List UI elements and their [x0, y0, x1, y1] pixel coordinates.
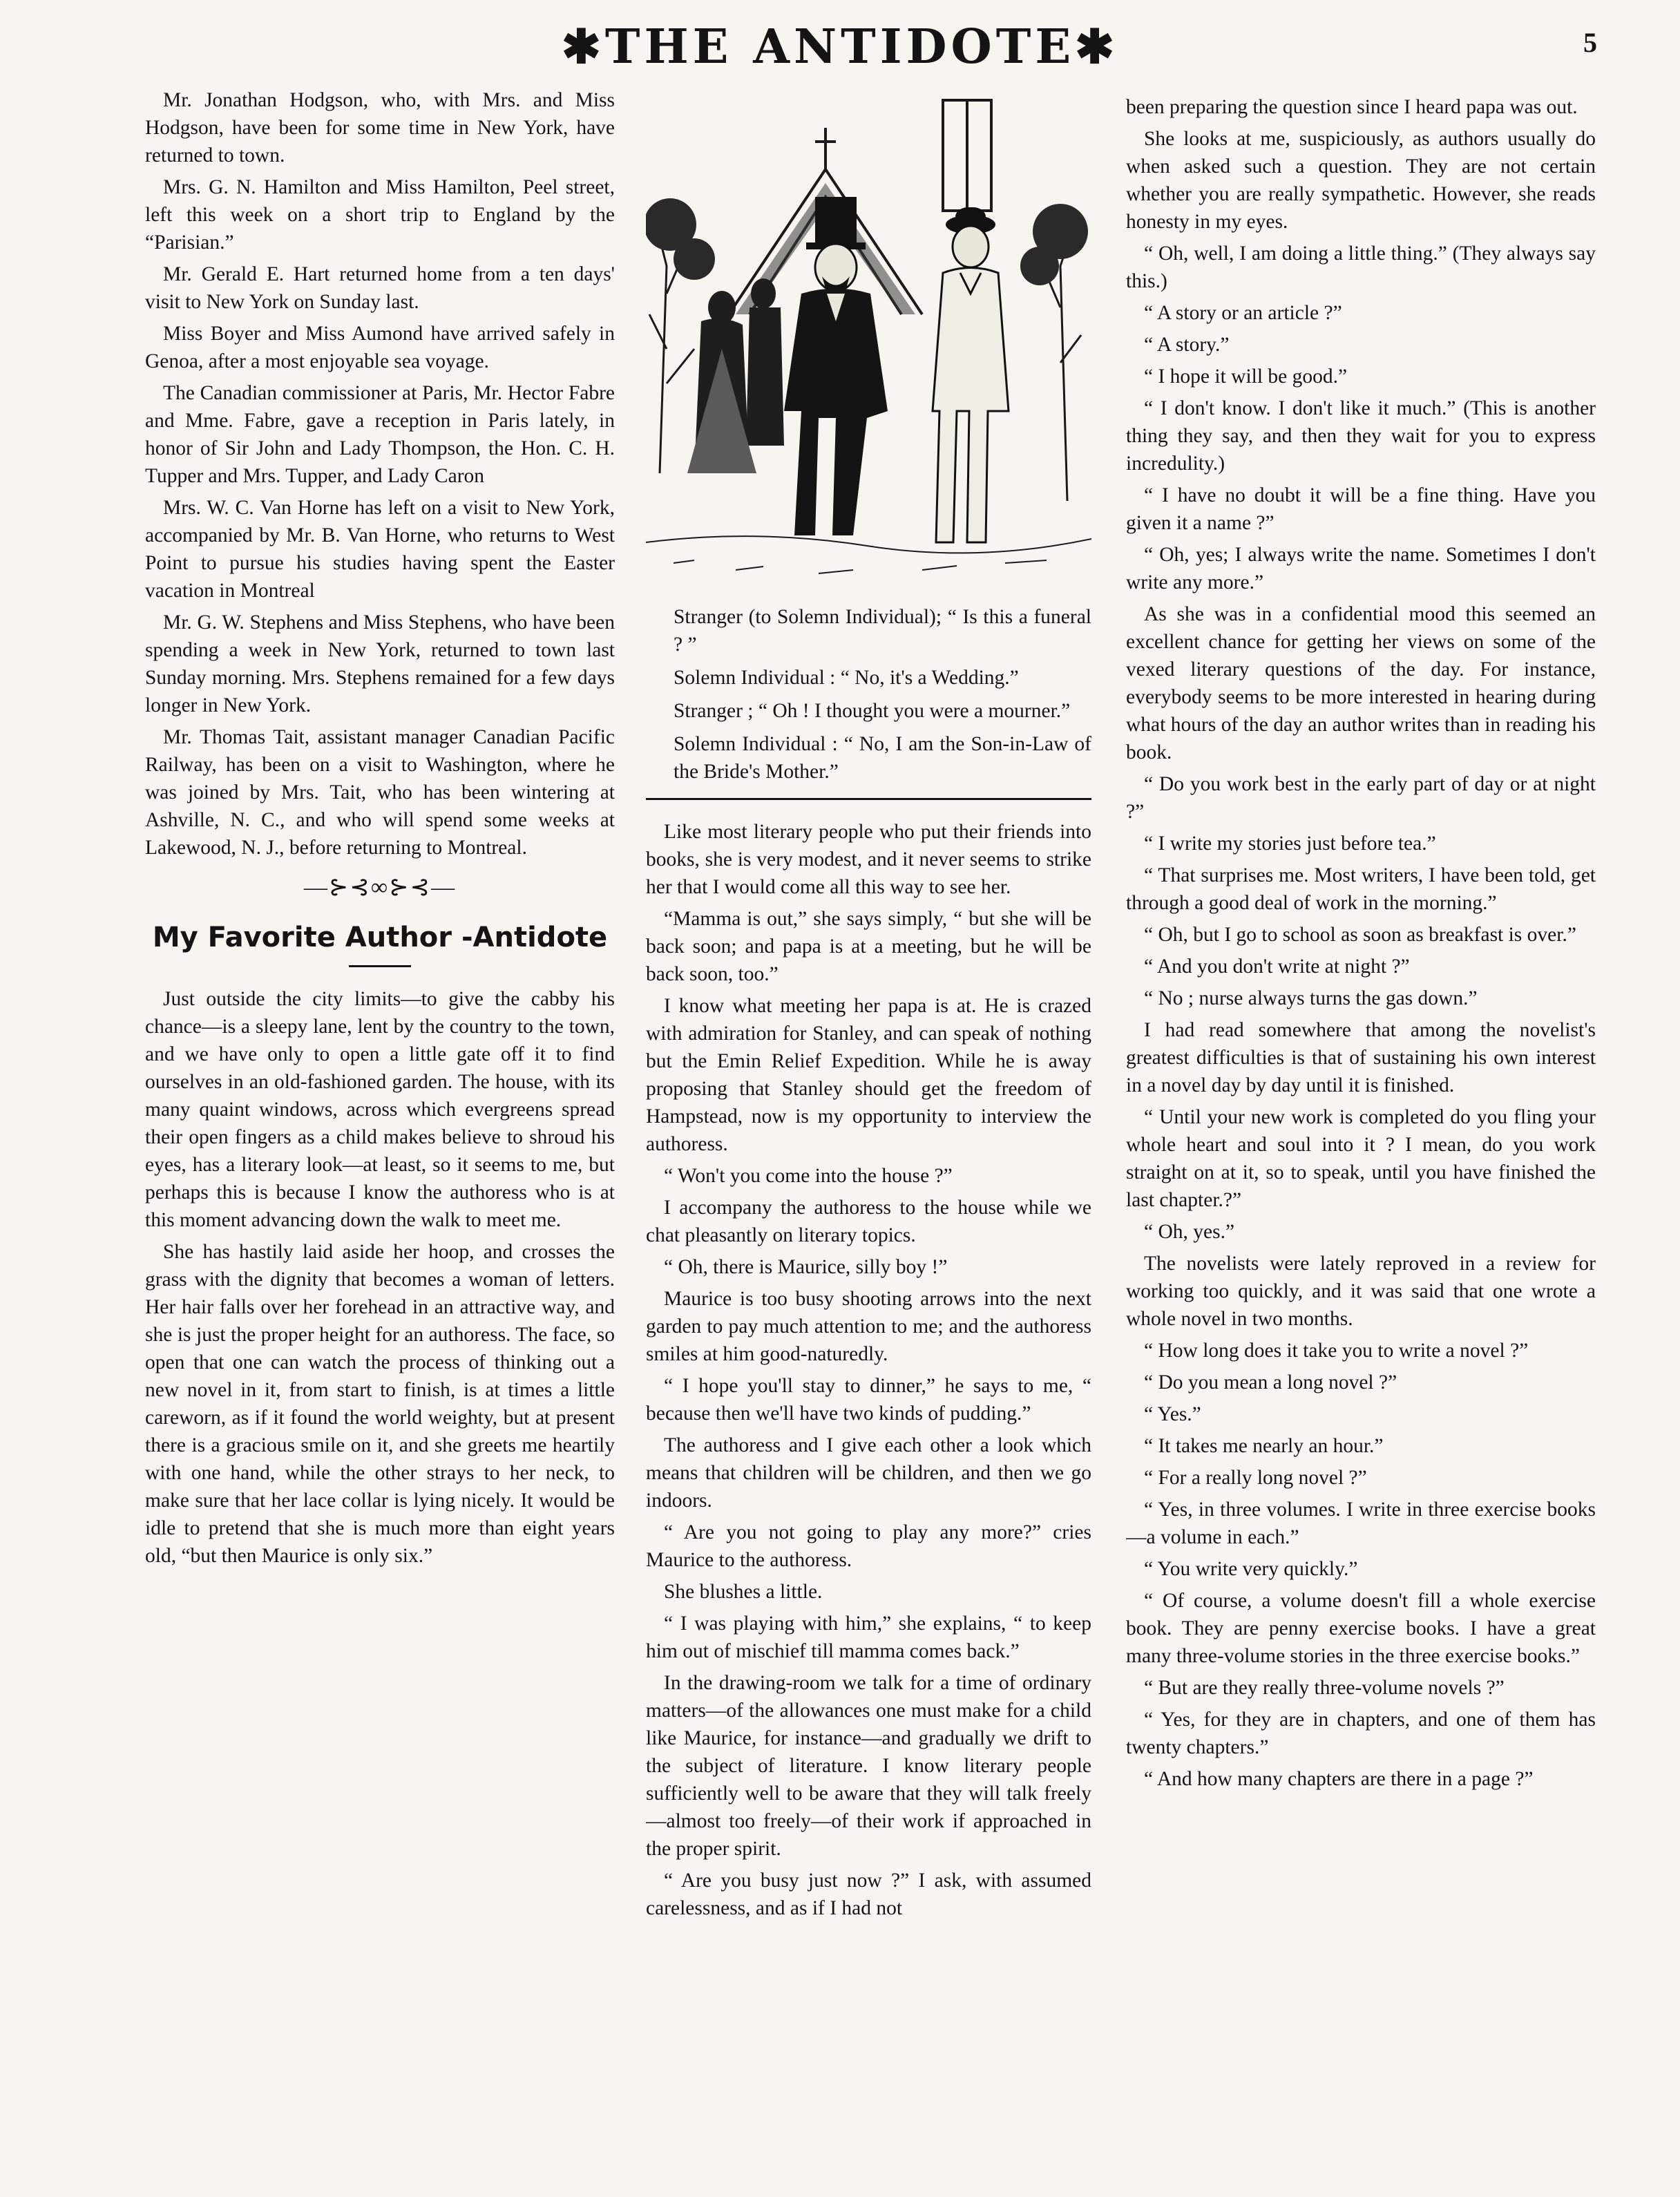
paragraph: Mr. Gerald E. Hart returned home from a ten days' visit to New York on Sunday last. — [145, 263, 615, 313]
wedding-cartoon-illustration — [646, 86, 1091, 591]
paragraph: “ A story.” — [1144, 334, 1230, 356]
paragraph: “ No ; nurse always turns the gas down.” — [1144, 987, 1478, 1009]
paragraph: She looks at me, suspiciously, as authors usually do when asked such a question. They are not certain whether you are really sympathetic. However, she reads honesty in my eyes. — [1126, 128, 1596, 233]
paragraph: “ I hope you'll stay to dinner,” he says to me, “ because then we'll have two kinds of pudding.” — [646, 1375, 1091, 1425]
paragraph: “ Do you work best in the early part of day or at night ?” — [1126, 773, 1596, 823]
paragraph: “ You write very quickly.” — [1144, 1558, 1358, 1580]
paragraph: “ Are you not going to play any more?” cries Maurice to the authoress. — [646, 1521, 1091, 1571]
paragraph: The novelists were lately reproved in a review for working too quickly, and it was said that one wrote a whole novel in two months. — [1126, 1253, 1596, 1330]
paragraph: “ That surprises me. Most writers, I have been told, get through a good deal of work in the morning.” — [1126, 864, 1596, 914]
section-heading: My Favorite Author -Antidote — [152, 922, 608, 953]
paragraph: I accompany the authoress to the house while we chat pleasantly on literary topics. — [646, 1197, 1091, 1246]
paragraph: “ A story or an article ?” — [1144, 302, 1342, 324]
paragraph: The Canadian commissioner at Paris, Mr. Hector Fabre and Mme. Fabre, gave a reception in Paris lately, in honor of Sir John and Lady Thompson, the Hon. C. H. Tupper and Mrs. Tupper, and Lady Caron — [145, 382, 615, 487]
column-2 — [646, 86, 1091, 2180]
page-number: 5 — [1583, 27, 1597, 58]
paragraph: “Mamma is out,” she says simply, “ but she will be back soon; and papa is at a meeting, but he will be back soon, too.” — [646, 908, 1091, 985]
caption-line: Stranger (to Solemn Individual); “ Is this a funeral ? ” — [674, 606, 1091, 656]
paragraph: “ Oh, well, I am doing a little thing.” (They always say this.) — [1126, 242, 1596, 292]
paragraph: “ Yes, in three volumes. I write in three exercise books—a volume in each.” — [1126, 1499, 1596, 1548]
paragraph: The authoress and I give each other a look which means that children will be children, and then we go indoors. — [646, 1434, 1091, 1512]
paragraph: “ Oh, but I go to school as soon as breakfast is over.” — [1144, 924, 1576, 946]
illustration-caption — [646, 603, 1091, 786]
caption-line: Solemn Individual : “ No, it's a Wedding.” — [674, 667, 1019, 689]
paragraph: Mrs. G. N. Hamilton and Miss Hamilton, Peel street, left this week on a short trip to England by the “Parisian.” — [145, 176, 615, 254]
heading-rule — [349, 965, 411, 967]
paragraph: “ I don't know. I don't like it much.” (This is another thing they say, and then they wait for you to express incredulity.) — [1126, 397, 1596, 475]
paragraph: “ Oh, there is Maurice, silly boy !” — [664, 1256, 948, 1278]
paragraph: “ Of course, a volume doesn't fill a whole exercise book. They are penny exercise books. I have a great many three-volume stories in the three exercise books.” — [1126, 1590, 1596, 1667]
story-continued — [646, 818, 1091, 1922]
paragraph: Maurice is too busy shooting arrows into the next garden to pay much attention to me; and the authoress smiles at him good-naturedly. — [646, 1288, 1091, 1365]
paragraph: “ And how many chapters are there in a page ?” — [1144, 1768, 1534, 1790]
paragraph: “ Yes, for they are in chapters, and one of them has twenty chapters.” — [1126, 1709, 1596, 1758]
paragraph: Mr. G. W. Stephens and Miss Stephens, who have been spending a week in New York, returned to town last Sunday morning. Mrs. Stephens remained for a few days longer in New York. — [145, 611, 615, 716]
society-notes — [145, 86, 615, 862]
paragraph: “ Won't you come into the house ?” — [664, 1165, 953, 1187]
masthead — [0, 6, 1680, 88]
paragraph: “ For a really long novel ?” — [1144, 1467, 1367, 1489]
paragraph: In the drawing-room we talk for a time of ordinary matters—of the allowances one must make for a child like Maurice, for instance—and gradually we drift to the subject of literature. I know literary people sufficiently well to be aware that they will talk freely—almost too freely—of their work if approached in the proper spirit. — [646, 1672, 1091, 1860]
paragraph: “ Do you mean a long novel ?” — [1144, 1371, 1397, 1394]
paragraph: She has hastily laid aside her hoop, and crosses the grass with the dignity that becomes a woman of letters. Her hair falls over her forehead in an attractive way, and she is just the proper height for an authoress. The face, so open that one can watch the process of thinking out a new novel in it, from start to finish, is at times a little careworn, as if it found the world weighty, but at present there is a gracious smile on it, and she greets me heartily with one hand, while the other strays to her neck, to make sure that her lace collar is lying nicely. It would be idle to pretend that she is much more than eight years old, “but then Maurice is only six.” — [145, 1241, 615, 1567]
story-start — [145, 985, 615, 1570]
paragraph: “ I write my stories just before tea.” — [1144, 833, 1436, 855]
paragraph: “ How long does it take you to write a novel ?” — [1144, 1340, 1529, 1362]
paragraph: Like most literary people who put their friends into books, she is very modest, and it never seems to strike her that I would come all this way to see her. — [646, 821, 1091, 898]
paragraph: Just outside the city limits—to give the cabby his chance—is a sleepy lane, lent by the country to the town, and we have only to open a little gate off it to find ourselves in an old-fashioned garden. The house, with its many quaint windows, across which evergreens spread their open fingers as a child makes believe to shroud his eyes, has a literary look—at least, so it seems to me, but perhaps this is because I know the authoress who is at this moment advancing down the walk to meet me. — [145, 988, 615, 1231]
paragraph: “ Yes.” — [1144, 1403, 1201, 1425]
paragraph: Mr. Jonathan Hodgson, who, with Mrs. and Miss Hodgson, have been for some time in New York, have returned to town. — [145, 89, 615, 167]
paragraph: “ Oh, yes.” — [1144, 1221, 1235, 1243]
ornament-divider: —⊱⊰∞⊱⊰— — [303, 875, 457, 900]
paragraph: “ Are you busy just now ?” I ask, with assumed carelessness, and as if I had not — [646, 1870, 1091, 1919]
paragraph: Mr. Thomas Tait, assistant manager Canadian Pacific Railway, has been on a visit to Washington, where he was joined by Mrs. Tait, who has been wintering at Ashville, N. C., and who will spend some weeks at Lakewood, N. J., before returning to Montreal. — [145, 726, 615, 859]
paragraph: I had read somewhere that among the novelist's greatest difficulties is that of sustaining his own interest in a novel day by day until it is finished. — [1126, 1019, 1596, 1096]
paragraph: “ It takes me nearly an hour.” — [1144, 1435, 1384, 1457]
caption-line: Solemn Individual : “ No, I am the Son-in-Law of the Bride's Mother.” — [674, 733, 1091, 783]
paragraph: Mrs. W. C. Van Horne has left on a visit to New York, accompanied by Mr. B. Van Horne, who returns to West Point to pursue his studies having spent the Easter vacation in Montreal — [145, 497, 615, 602]
paragraph: been preparing the question since I heard papa was out. — [1126, 96, 1578, 118]
caption-line: Stranger ; “ Oh ! I thought you were a mourner.” — [674, 700, 1071, 722]
masthead-title: ✱THE ANTIDOTE✱ — [561, 19, 1119, 75]
paragraph: “ I have no doubt it will be a fine thing. Have you given it a name ?” — [1126, 484, 1596, 534]
paragraph: “ I was playing with him,” she explains, “ to keep him out of mischief till mamma comes back.” — [646, 1613, 1091, 1662]
paragraph: “ And you don't write at night ?” — [1144, 955, 1410, 978]
caption-rule — [646, 798, 1091, 800]
paragraph: I know what meeting her papa is at. He is crazed with admiration for Stanley, and can speak of nothing but the Emin Relief Expedition. While he is away proposing that Stanley should get the freedom of Hampstead, now is my opportunity to interview the authoress. — [646, 995, 1091, 1155]
paragraph: “ Oh, yes; I always write the name. Sometimes I don't write any more.” — [1126, 544, 1596, 593]
paragraph: As she was in a confidential mood this seemed an excellent chance for getting her views on some of the vexed literary questions of the day. For instance, everybody seems to be more interested in hearing during what hours of the day an author writes than in reading his book. — [1126, 603, 1596, 763]
paragraph: “ But are they really three-volume novels ?” — [1144, 1677, 1505, 1699]
paragraph: “ Until your new work is completed do you fling your whole heart and soul into it ? I mean, do you work straight on at it, so to speak, until you have finished the last chapter.?” — [1126, 1106, 1596, 1211]
column-1 — [145, 86, 615, 2180]
paragraph: “ I hope it will be good.” — [1144, 365, 1348, 388]
column-3 — [1126, 93, 1596, 2187]
paragraph: She blushes a little. — [664, 1581, 823, 1603]
paragraph: Miss Boyer and Miss Aumond have arrived safely in Genoa, after a most enjoyable sea voyage. — [145, 323, 615, 372]
